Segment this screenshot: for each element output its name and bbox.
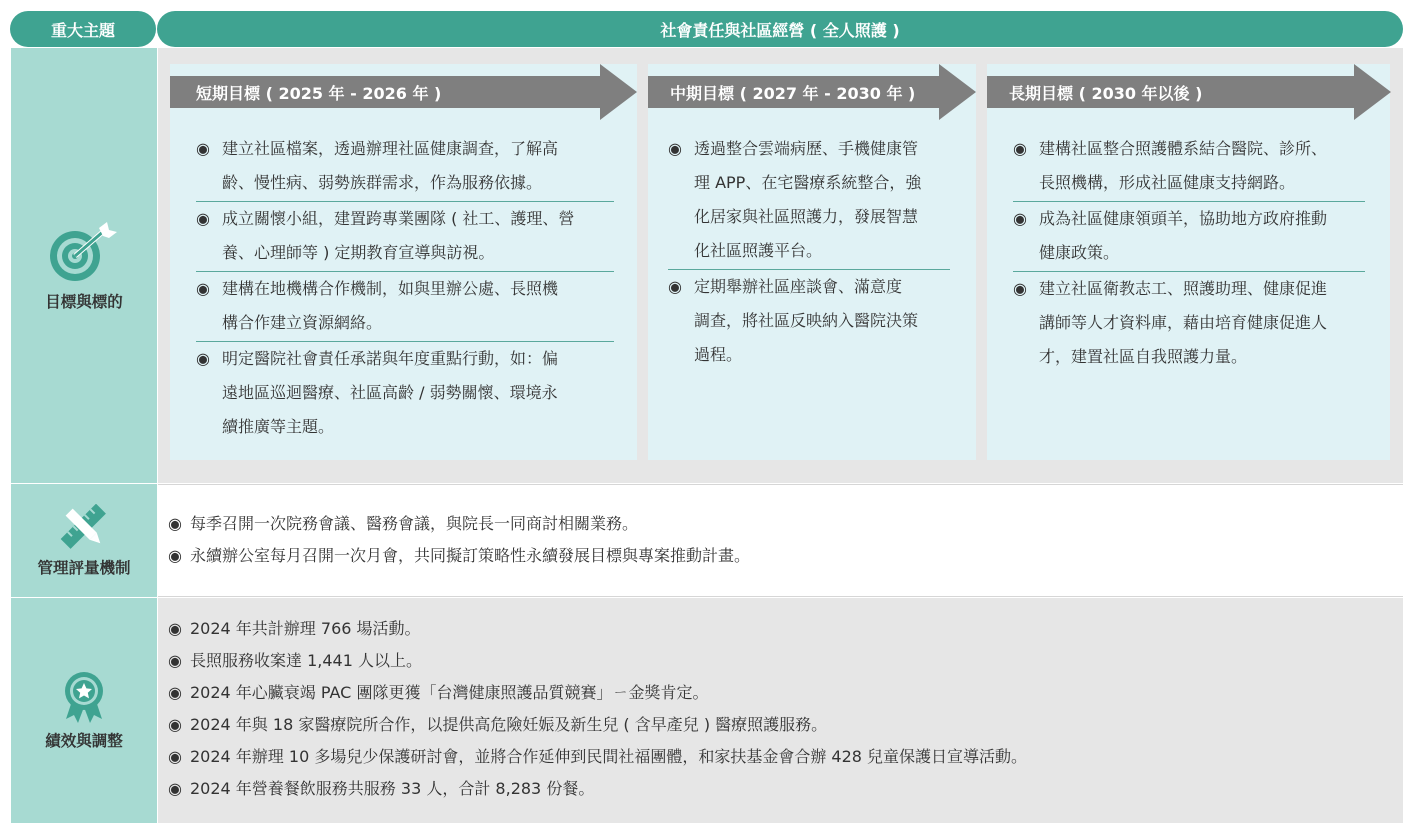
bullet-icon: ◉ [668,277,682,296]
bullet-icon: ◉ [168,546,182,565]
bullet-icon: ◉ [196,209,210,228]
list-item: ◉ 2024 年共計辦理 766 場活動。 [168,613,1027,645]
list-item: ◉ 2024 年心臟衰竭 PAC 團隊更獲「台灣健康照護品質競賽」ㄧ金獎肯定。 [168,677,1027,709]
bullet-icon: ◉ [168,715,182,734]
bullet-icon: ◉ [1013,139,1027,158]
bullet-icon: ◉ [196,279,210,298]
bullet-icon: ◉ [168,514,182,533]
list-item: ◉ 永續辦公室每月召開一次月會，共同擬訂策略性永續發展目標與專案推動計畫。 [168,540,750,572]
list-item: ◉ 透過整合雲端病歷、手機健康管 理 APP、在宅醫療系統整合，強 化居家與社區照護力，發展智慧 化社區照護平台。 [668,132,950,270]
list-item: ◉ 2024 年辦理 10 多場兒少保護研討會，並將合作延伸到民間社福團體，和家扶基金會合辦 428 兒童保護日宣導活動。 [168,741,1027,773]
long-term-arrow [987,64,1391,120]
bullet-icon: ◉ [668,139,682,158]
list-item: ◉ 2024 年與 18 家醫療院所合作，以提供高危險妊娠及新生兒 ( 含早產兒 ) 醫療照護服務。 [168,709,1027,741]
topic-header [10,11,156,47]
mid-term-title: 中期目標 ( 2027 年 - 2030 年 ) [670,84,916,103]
long-term-title: 長期目標 ( 2030 年以後 ) [1009,84,1203,103]
performance-list [168,613,1027,805]
bullet-icon: ◉ [168,779,182,798]
performance-label: 績效與調整 [45,731,123,750]
short-term-arrow [170,64,637,120]
topic-header-label: 重大主題 [50,20,115,40]
bullet-icon: ◉ [168,619,182,638]
list-item: ◉ 成為社區健康領頭羊，協助地方政府推動 健康政策。 [1013,202,1365,272]
list-item: ◉ 建構在地機構合作機制，如與里辦公處、長照機 構合作建立資源網絡。 [196,272,614,342]
list-item: ◉ 定期舉辦社區座談會、滿意度 調查，將社區反映納入醫院決策 過程。 [668,270,950,373]
list-item: ◉ 建立社區衛教志工、照護助理、健康促進 講師等人才資料庫，藉由培育健康促進人 才，建置社區自我照護力量。 [1013,272,1365,375]
goals-label: 目標與標的 [45,292,123,311]
section-title-bar [157,11,1403,47]
list-item: ◉ 明定醫院社會責任承諾與年度重點行動，如：偏 遠地區巡迴醫療、社區高齡 / 弱勢關懷、環境永 續推廣等主題。 [196,342,614,445]
management-label: 管理評量機制 [37,558,131,577]
bullet-icon: ◉ [196,349,210,368]
ruler-pencil-icon [60,504,108,550]
list-item: ◉ 建立社區檔案，透過辦理社區健康調查，了解高 齡、慢性病、弱勢族群需求，作為服務依據。 [196,132,614,202]
management-label-cell [11,484,157,597]
target-icon [47,220,121,284]
list-item: ◉ 建構社區整合照護體系結合醫院、診所、 長照機構，形成社區健康支持網路。 [1013,132,1365,202]
list-item: ◉ 長照服務收案達 1,441 人以上。 [168,645,1027,677]
bullet-icon: ◉ [196,139,210,158]
bullet-icon: ◉ [1013,279,1027,298]
short-term-list [196,132,614,445]
long-term-list [1013,132,1365,375]
short-term-title: 短期目標 ( 2025 年 - 2026 年 ) [196,84,442,103]
bullet-icon: ◉ [168,683,182,702]
award-ribbon-icon [62,671,106,723]
mid-term-list [668,132,950,373]
mid-term-arrow [648,64,976,120]
list-item: ◉ 每季召開一次院務會議、醫務會議，與院長一同商討相關業務。 [168,508,750,540]
list-item: ◉ 2024 年營養餐飲服務共服務 33 人，合計 8,283 份餐。 [168,773,1027,805]
goals-label-cell [11,48,157,483]
bullet-icon: ◉ [168,651,182,670]
bullet-icon: ◉ [168,747,182,766]
bullet-icon: ◉ [1013,209,1027,228]
list-item: ◉ 成立關懷小組，建置跨專業團隊 ( 社工、護理、營 養、心理師等 ) 定期教育宣導與訪視。 [196,202,614,272]
performance-label-cell [11,598,157,823]
management-list [168,508,750,572]
section-title: 社會責任與社區經營 ( 全人照護 ) [660,20,900,40]
